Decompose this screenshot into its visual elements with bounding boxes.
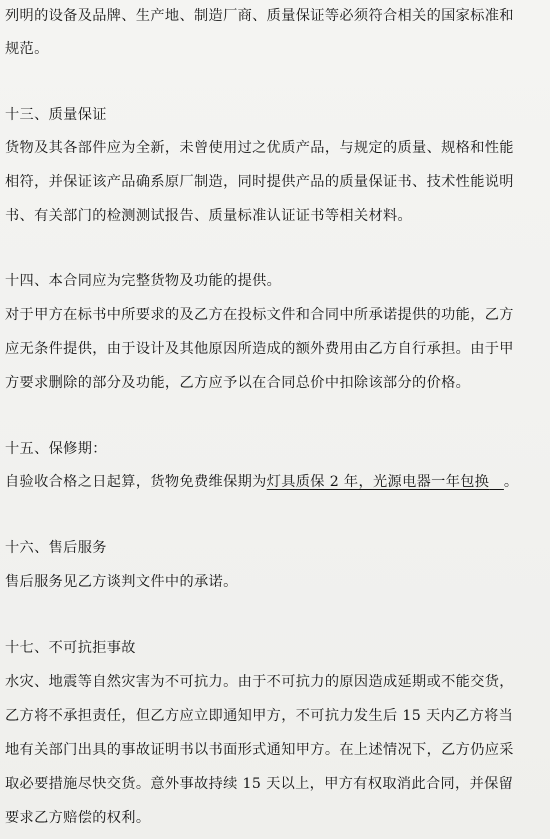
section-heading: 十三、质量保证 [5,107,107,123]
text-line: 地有关部门出具的事故证明书以书面形式通知甲方。在上述情况下，乙方仍应采 [5,742,514,758]
section-heading: 十四、本合同应为完整货物及功能的提供。 [5,273,282,289]
warranty-prefix: 自验收合格之日起算，货物免费维保期为 [5,474,267,490]
section-heading: 十五、保修期： [5,441,107,457]
text-line: 应无条件提供，由于设计及其他原因所造成的额外费用由乙方自行承担。由于甲 [5,341,514,357]
text-line: 要求乙方赔偿的权利。 [5,810,151,826]
warranty-period-end: 。 [503,474,519,490]
text-line: 货物及其各部件应为全新，未曾使用过之优质产品，与规定的质量、规格和性能 [5,140,514,156]
text-line: 售后服务见乙方谈判文件中的承诺。 [5,574,238,590]
section-heading: 十七、不可抗拒事故 [5,640,136,656]
text-line: 乙方将不承担责任，但乙方应立即通知甲方，不可抗力发生后 15 天内乙方将当 [5,708,514,724]
warranty-fill-in: 灯具质保 2 年，光源电器一年包换 [266,474,490,490]
text-line: 规范。 [5,41,49,57]
text-line: 书、有关部门的检测测试报告、质量标准认证证书等相关材料。 [5,208,413,224]
section-heading: 十六、售后服务 [5,540,107,556]
text-line [5,472,518,492]
text-line: 水灾、地震等自然灾害为不可抗力。由于不可抗力的原因造成延期或不能交货， [5,674,514,690]
text-line: 列明的设备及品牌、生产地、制造厂商、质量保证等必须符合相关的国家标准和 [5,8,514,24]
text-line: 方要求删除的部分及功能，乙方应予以在合同总价中扣除该部分的价格。 [5,375,471,391]
text-line: 对于甲方在标书中所要求的及乙方在投标文件和合同中所承诺提供的功能，乙方 [5,307,514,323]
text-line: 相符，并保证该产品确系原厂制造，同时提供产品的质量保证书、技术性能说明 [5,174,514,190]
text-line: 取必要措施尽快交货。意外事故持续 15 天以上，甲方有权取消此合同，并保留 [5,776,514,792]
